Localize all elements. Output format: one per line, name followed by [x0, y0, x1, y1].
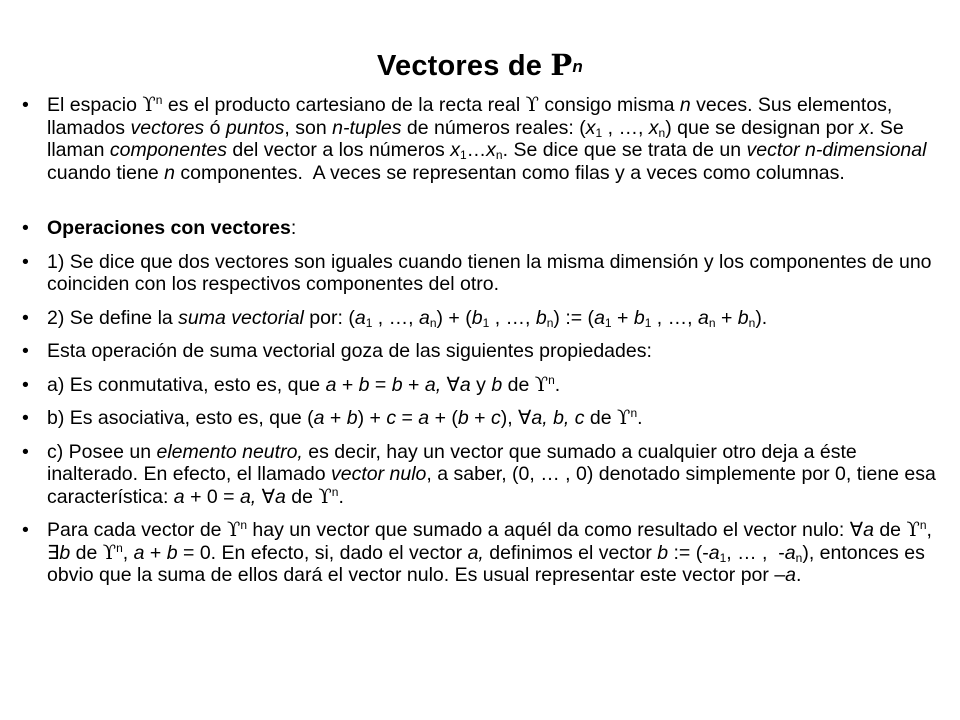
bullet-operations-heading: • Operaciones con vectores:	[22, 217, 942, 240]
bullet-inverse-element: • Para cada vector de $ϒ^n$ hay un vector que sumado a aquél da como resultado el vector nulo: ∀a de $ϒ^n$, ∃b de $ϒ^n$, a + b = 0. En efecto, si, dado el vector a, definimos el vector b := ($-a_1$, … , $-a_n$), entonces es obvio que la suma de ellos dará el vector nulo. Es usual representar este vector por –a.	[22, 519, 942, 587]
bullet-properties-intro: • Esta operación de suma vectorial goza de las siguientes propiedades:	[22, 340, 942, 363]
bullet-associative: • b) Es asociativa, esto es, que (a + b) + c = a + (b + c), ∀a, b, c de $ϒ^n$.	[22, 407, 942, 430]
bullet-list	[22, 94, 942, 598]
bullet-commutative: • a) Es conmutativa, esto es, que a + b = b + a, ∀a y b de $ϒ^n$.	[22, 374, 942, 397]
page-title	[0, 48, 960, 83]
title-text: Vectores de	[377, 50, 543, 82]
bullet-definition: • El espacio $ϒ^n$ es el producto cartesiano de la recta real ϒ consigo misma n veces. Sus elementos, llamados vectores ó puntos, son n-tuples de números reales: ($x_1$ , …, $x_n$) que se designan por x. Se llaman componentes del vector a los números $x_1\dots x_n$. Se dice que se trata de un vector n-dimensional cuando tiene n componentes. A veces se representan como filas y a veces como columnas.	[22, 94, 942, 184]
bullet-vector-sum: • 2) Se define la suma vectorial por: ($a_1$ , …, $a_n) + (b_1$ , …, $b_n$) := ($a_1 + b_1$ , …, $a_n + b_n$).	[22, 307, 942, 330]
title-symbol: P	[550, 48, 573, 82]
bullet-equality: • 1) Se dice que dos vectores son iguales cuando tienen la misma dimensión y los componentes de uno coinciden con los respectivos componentes del otro.	[22, 251, 942, 296]
title-exponent: n	[572, 57, 583, 76]
bullet-neutral-element: • c) Posee un elemento neutro, es decir, hay un vector que sumado a cualquier otro deja a éste inalterado. En efecto, el llamado vector nulo, a saber, (0, … , 0) denotado simplemente por 0, tiene esa característica: a + 0 = a, ∀a de $ϒ^n$.	[22, 441, 942, 509]
